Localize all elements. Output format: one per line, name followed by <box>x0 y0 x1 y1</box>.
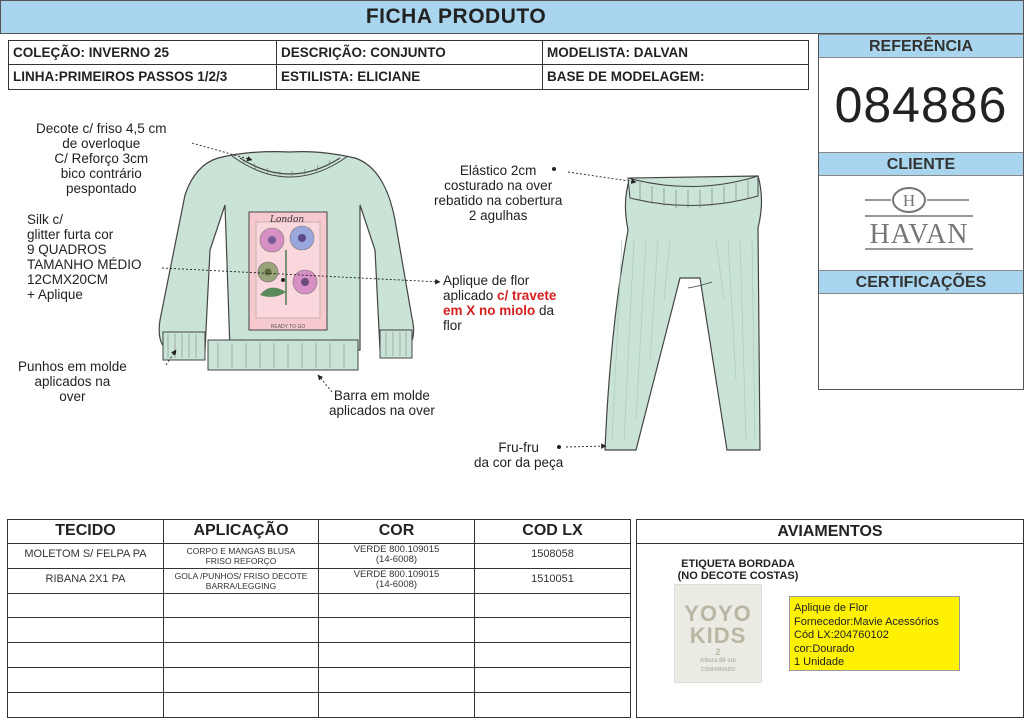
header-bar <box>0 0 1024 34</box>
annotation-line: costurado na over <box>444 178 553 193</box>
reference-label: REFERÊNCIA <box>819 34 1023 58</box>
header-application: APLICAÇÃO <box>164 520 319 543</box>
cell-code: 1510051 <box>531 573 574 585</box>
annotation-line: Fru-fru <box>498 440 539 455</box>
annotation-hem <box>329 388 435 418</box>
annotation-line: Aplique de flor <box>443 273 530 288</box>
cell-line: (14-6008) <box>375 579 418 590</box>
cell-line: BARRA/LEGGING <box>205 581 277 591</box>
stylist-field: ESTILISTA: ELICIANE <box>277 65 543 89</box>
annotation-line: de overloque <box>62 136 141 151</box>
svg-text:READY TO GO: READY TO GO <box>270 324 306 330</box>
cell-color <box>319 569 475 593</box>
client-label: CLIENTE <box>819 152 1023 176</box>
header-code: COD LX <box>522 522 583 539</box>
cell-line: GOLA /PUNHOS/ FRISO DECOTE <box>174 571 308 581</box>
applique-note <box>789 596 960 671</box>
annotation-silk <box>27 212 142 302</box>
cell-fabric: RIBANA 2X1 PA <box>8 569 164 593</box>
annotation-line: Barra em molde <box>333 388 430 403</box>
sweater-sketch <box>159 152 413 370</box>
fabric-table <box>7 519 631 718</box>
trims-title: AVIAMENTOS <box>637 520 1023 544</box>
annotation-line: Elástico 2cm <box>459 163 537 178</box>
label-detail-text: CONFIRMADO <box>700 667 736 673</box>
annotation-line: Punhos em molde <box>18 359 127 374</box>
cell-empty <box>319 668 475 692</box>
annotation-line: pespontado <box>65 181 137 196</box>
annotation-line: + Aplique <box>27 287 83 302</box>
cell-line: CORPO E MANGAS BLUSA <box>186 546 296 556</box>
cell-empty <box>319 643 475 667</box>
cell-empty <box>164 618 319 642</box>
annotation-flower-applique <box>443 273 556 333</box>
cell-empty <box>164 643 319 667</box>
cell-fabric: MOLETOM S/ FELPA PA <box>8 544 164 568</box>
annotation-line: 2 agulhas <box>468 208 528 223</box>
annotation-line: C/ Reforço 3cm <box>54 151 149 166</box>
trims-panel <box>636 519 1024 718</box>
note-line: Fornecedor:Mavie Acessórios <box>794 615 939 628</box>
label-title <box>653 558 823 582</box>
cell-empty <box>8 693 164 717</box>
reference-number: 084886 <box>834 77 1008 133</box>
header-fabric: TECIDO <box>8 520 164 543</box>
cell-color <box>319 544 475 568</box>
modeler-field: MODELISTA: DALVAN <box>547 45 688 60</box>
product-info-grid <box>8 40 809 90</box>
annotation-text: aplicado <box>443 288 498 303</box>
table-row <box>8 693 630 717</box>
cell-application <box>164 544 319 568</box>
annotation-cuffs <box>18 359 127 404</box>
annotation-line: rebatido na cobertura <box>434 193 563 208</box>
note-line: Cód LX:204760102 <box>794 629 889 641</box>
annotation-line <box>443 288 556 303</box>
annotation-line <box>443 303 556 318</box>
pants-sketch <box>605 176 762 450</box>
note-line: cor:Dourado <box>794 642 855 655</box>
table-row <box>8 594 630 618</box>
line-field: LINHA:PRIMEIROS PASSOS 1/2/3 <box>9 65 277 89</box>
annotation-line: Silk c/ <box>27 212 64 227</box>
label-brand-text: KIDS <box>689 623 747 648</box>
cell-empty <box>319 618 475 642</box>
header-color: COR <box>319 520 475 543</box>
label-title-line: ETIQUETA BORDADA <box>681 558 795 570</box>
table-row <box>8 569 630 594</box>
annotation-highlight: em X no miolo <box>443 303 536 318</box>
annotation-line: da cor da peça <box>474 455 564 470</box>
certifications-label: CERTIFICAÇÕES <box>819 270 1023 294</box>
annotation-line: Decote c/ friso 4,5 cm <box>36 121 167 136</box>
cell-line: VERDE 800.109015 <box>353 569 440 580</box>
table-row <box>8 618 630 643</box>
cell-empty <box>8 643 164 667</box>
description-field: DESCRIÇÃO: CONJUNTO <box>277 41 543 64</box>
svg-text:HAVAN: HAVAN <box>869 219 969 250</box>
base-model-field: BASE DE MODELAGEM: <box>547 69 705 84</box>
label-title-line: (NO DECOTE COSTAS) <box>677 570 799 582</box>
table-row <box>8 643 630 668</box>
annotation-line: aplicados na <box>34 374 111 389</box>
note-line: 1 Unidade <box>794 656 845 668</box>
cell-line: VERDE 800.109015 <box>353 544 440 555</box>
cell-line: FRISO REFORÇO <box>205 556 277 566</box>
label-size-text: 2 <box>715 647 721 657</box>
annotation-line: bico contrário <box>60 166 142 181</box>
cell-application <box>164 569 319 593</box>
note-line: Aplique de Flor <box>794 602 868 614</box>
svg-text:H: H <box>902 191 916 210</box>
havan-logo <box>859 186 985 252</box>
annotation-line: aplicados na over <box>329 403 435 418</box>
annotation-line: over <box>59 389 86 404</box>
annotation-elastic <box>434 163 562 223</box>
page-title: FICHA PRODUTO <box>365 5 547 28</box>
table-header <box>8 520 630 544</box>
label-detail-text: Altura 88 cm <box>699 658 736 664</box>
cell-empty <box>164 693 319 717</box>
annotation-collar <box>36 121 167 196</box>
cell-empty <box>475 693 630 717</box>
cell-empty <box>8 594 164 617</box>
annotation-line: 12CMX20CM <box>27 272 109 287</box>
collection-field: COLEÇÃO: INVERNO 25 <box>9 41 277 64</box>
annotation-line: 9 QUADROS <box>27 242 107 257</box>
annotation-line: flor <box>443 318 462 333</box>
annotation-highlight: c/ travete <box>497 288 557 303</box>
cell-empty <box>164 594 319 617</box>
annotation-text: da <box>535 303 555 318</box>
table-row <box>8 544 630 569</box>
embroidered-label-image <box>674 584 762 683</box>
info-row-2 <box>9 65 808 89</box>
annotation-line: TAMANHO MÉDIO <box>27 257 142 272</box>
annotation-frufru <box>474 440 563 470</box>
cell-line: (14-6008) <box>375 554 418 565</box>
cell-empty <box>475 643 630 667</box>
cell-empty <box>164 668 319 692</box>
table-row <box>8 668 630 693</box>
cell-empty <box>319 693 475 717</box>
cell-empty <box>475 618 630 642</box>
label-brand-text: YOYO <box>684 601 752 626</box>
info-row-1 <box>9 41 808 65</box>
svg-text:London: London <box>270 215 305 225</box>
annotation-line: glitter furta cor <box>27 227 114 242</box>
cell-code: 1508058 <box>531 548 574 560</box>
cell-empty <box>8 618 164 642</box>
cell-empty <box>475 668 630 692</box>
cell-empty <box>8 668 164 692</box>
cell-empty <box>319 594 475 617</box>
cell-empty <box>475 594 630 617</box>
reference-panel <box>818 34 1024 390</box>
